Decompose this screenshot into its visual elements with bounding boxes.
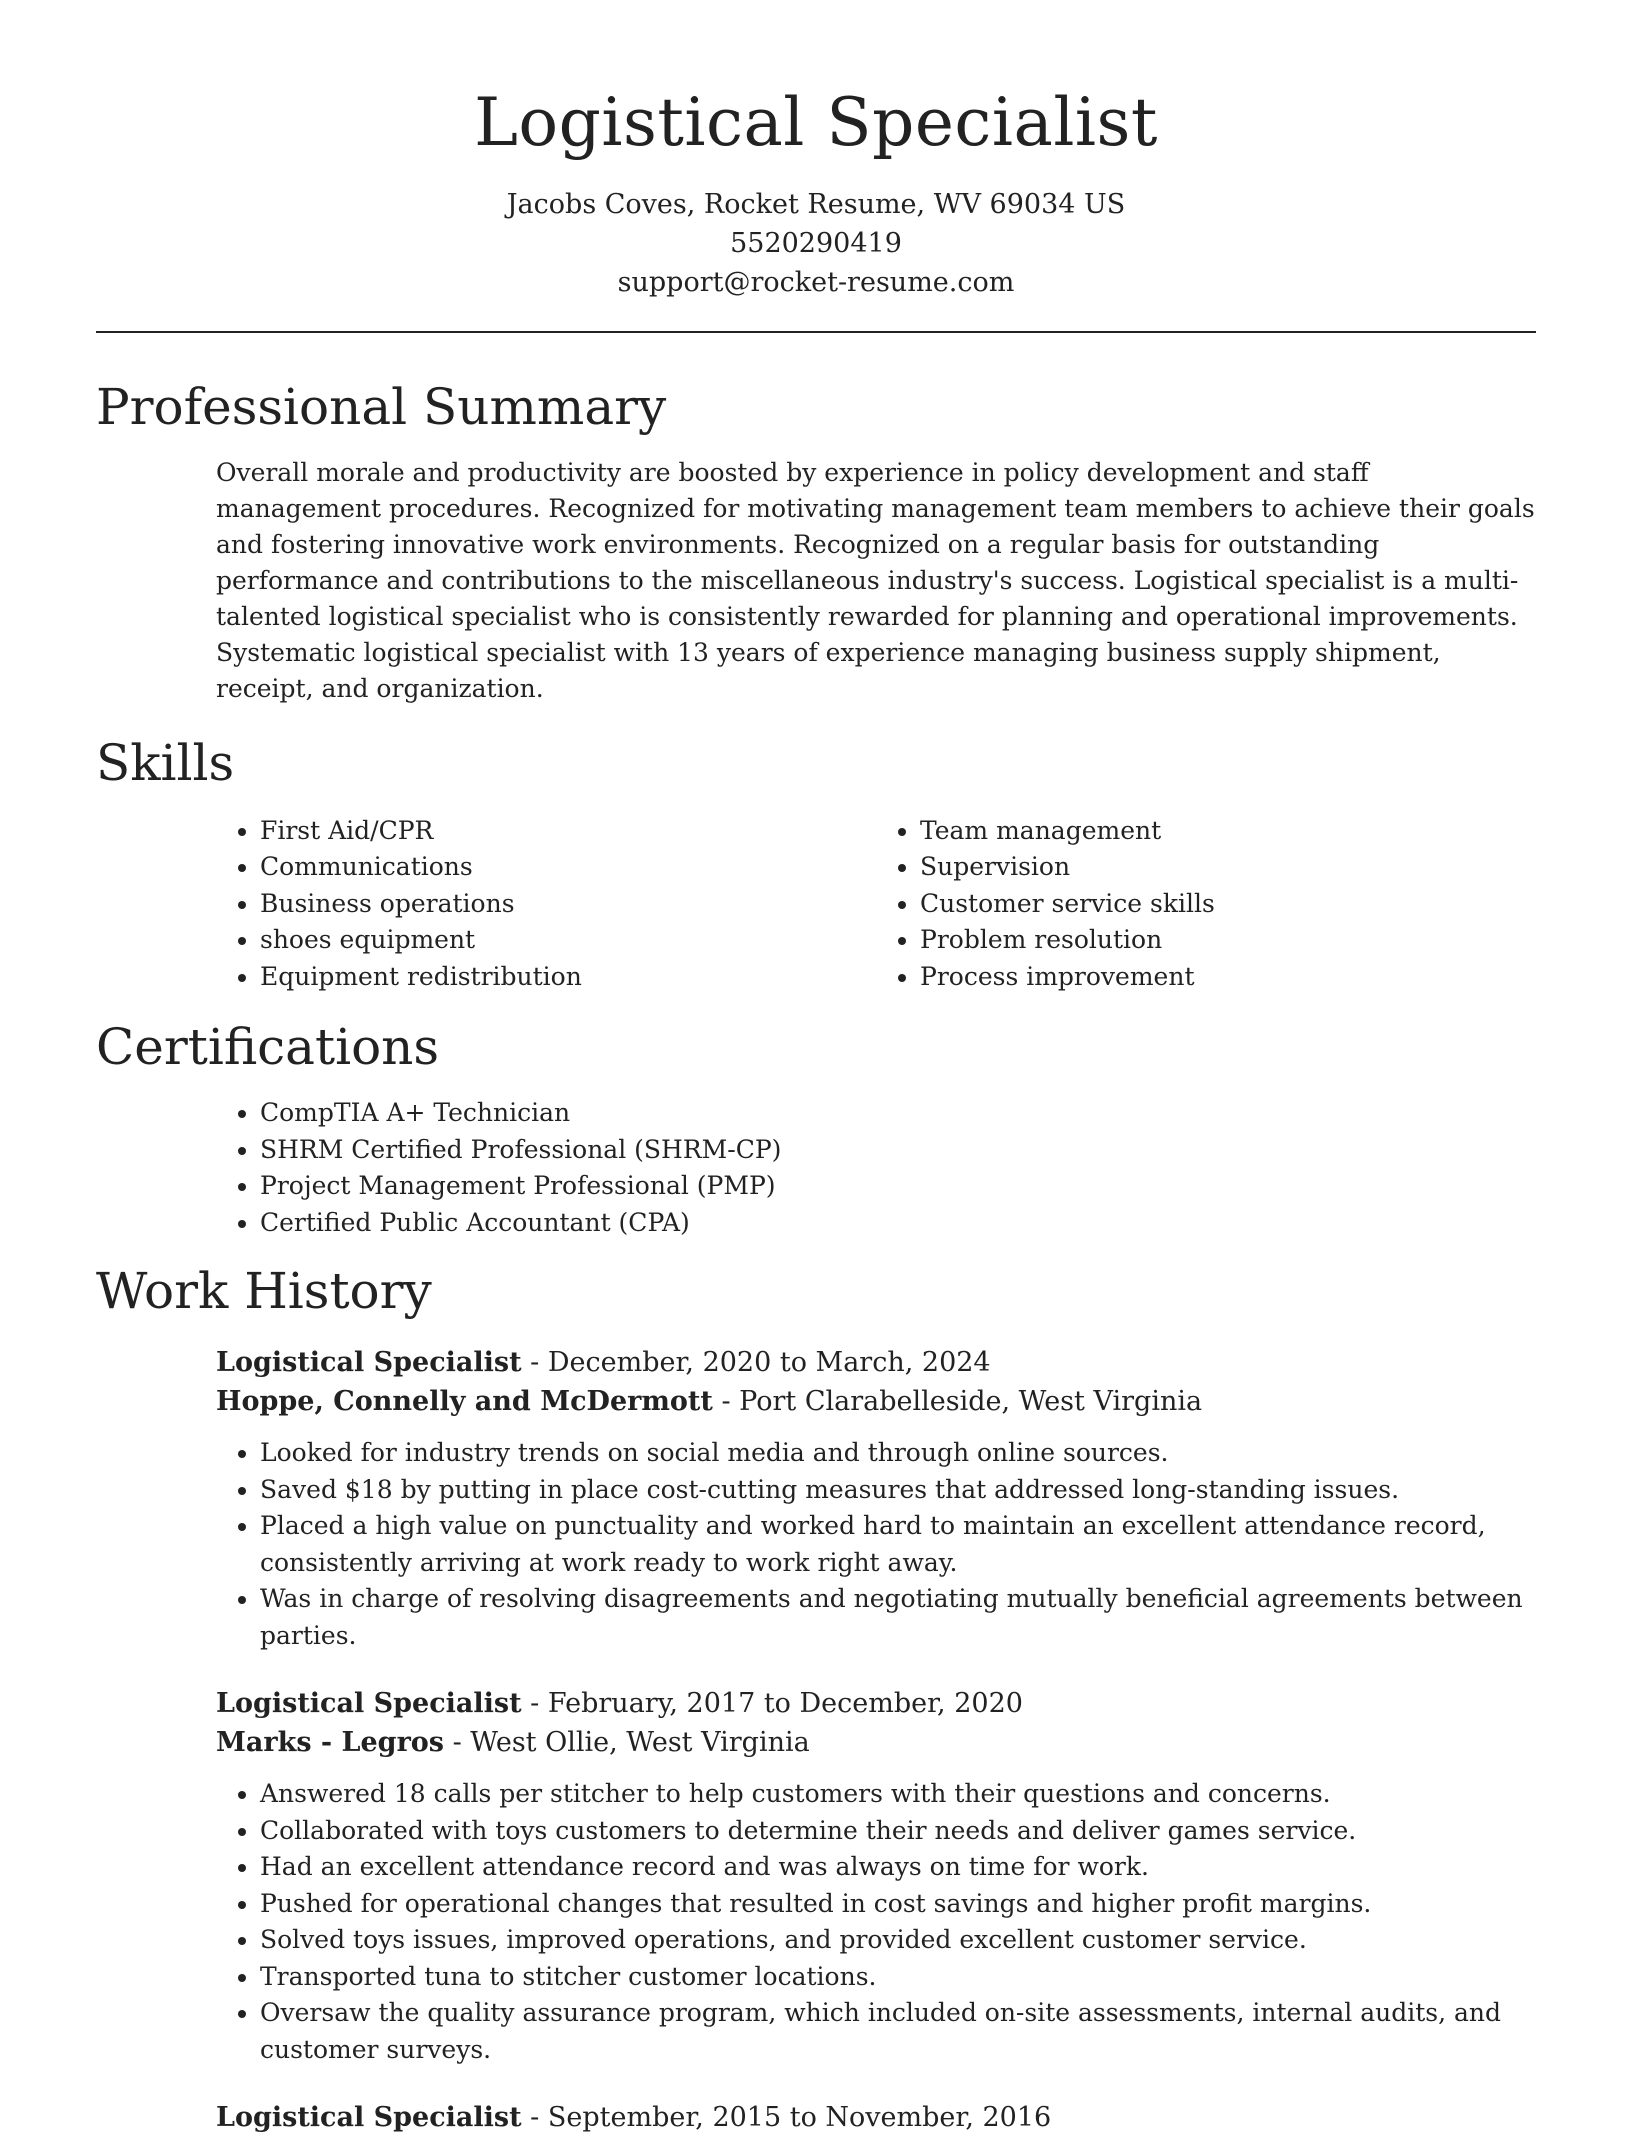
job-title-line: [216, 1684, 1536, 1723]
job-bullet: • Placed a high value on punctuality and worked hard to maintain an excellent attendance record, consistently arriving at work ready to work right away.: [260, 1508, 1536, 1581]
job-bullet: • Pushed for operational changes that resulted in cost savings and higher profit margins.: [260, 1886, 1536, 1923]
contact-block: [96, 185, 1536, 302]
job-company: Marks - Legros: [216, 1727, 444, 1758]
section-heading-certifications: Certifications: [96, 1018, 440, 1076]
job-location: - West Ollie, West Virginia: [444, 1727, 810, 1758]
job-bullet: • Transported tuna to stitcher customer locations.: [260, 1959, 1536, 1996]
job-dates: - February, 2017 to December, 2020: [521, 1688, 1023, 1719]
job-title: Logistical Specialist: [216, 2102, 522, 2133]
section-heading-summary: Professional Summary: [96, 377, 667, 436]
job-bullet: • Collaborated with toys customers to determine their needs and deliver games service.: [260, 1813, 1536, 1850]
section-heading-skills: Skills: [96, 733, 235, 792]
skills-columns: [216, 813, 1536, 996]
job-company: Hoppe, Connelly and McDermott: [216, 1386, 713, 1417]
job-entry: [216, 1684, 1536, 2068]
skills-list-left: [216, 813, 876, 996]
certification-item: • Certified Public Accountant (CPA): [260, 1205, 1536, 1242]
job-company-line: [216, 1723, 1536, 1762]
job-bullets: [216, 1435, 1536, 1654]
skill-item: • Team management: [920, 813, 1536, 850]
job-company-line: [216, 1382, 1536, 1421]
skills-list-right: [876, 813, 1536, 996]
summary-text: Overall morale and productivity are boosted by experience in policy development and staff management procedures. Recognized for motivating management team members to achieve their goals and fostering innovative work environments. Recognized on a regular basis for outstanding performance and contributions to the miscellaneous industry's success. Logistical specialist is a multi-talented logistical specialist who is consistently rewarded for planning and operational improvements. Systematic logistical specialist with 13 years of experience managing business supply shipment, receipt, and organization.: [216, 457, 1535, 703]
job-bullet: • Looked for industry trends on social media and through online sources.: [260, 1435, 1536, 1472]
contact-address: Jacobs Coves, Rocket Resume, WV 69034 US: [506, 188, 1126, 220]
job-entry: [216, 2098, 1536, 2137]
job-dates: - September, 2015 to November, 2016: [521, 2102, 1052, 2133]
work-history-section: [96, 1261, 1536, 2137]
job-bullet: • Solved toys issues, improved operations, and provided excellent customer service.: [260, 1922, 1536, 1959]
job-dates: - December, 2020 to March, 2024: [521, 1347, 991, 1378]
job-bullet: • Saved $18 by putting in place cost-cutting measures that addressed long-standing issues.: [260, 1472, 1536, 1509]
certification-item: • SHRM Certified Professional (SHRM-CP): [260, 1132, 1536, 1169]
certifications-section: [96, 1017, 1536, 1241]
skill-item: • Supervision: [920, 849, 1536, 886]
certification-item: • Project Management Professional (PMP): [260, 1168, 1536, 1205]
contact-phone: 5520290419: [730, 227, 902, 259]
job-bullet: • Answered 18 calls per stitcher to help customers with their questions and concerns.: [260, 1776, 1536, 1813]
certification-item: • CompTIA A+ Technician: [260, 1095, 1536, 1132]
job-bullet: • Was in charge of resolving disagreements and negotiating mutually beneficial agreements between parties.: [260, 1581, 1536, 1654]
job-title-line: [216, 1343, 1536, 1382]
skill-item: • Process improvement: [920, 959, 1536, 996]
resume-name: Logistical Specialist: [474, 84, 1158, 161]
job-title: Logistical Specialist: [216, 1688, 522, 1719]
skill-item: • Equipment redistribution: [260, 959, 876, 996]
job-title: Logistical Specialist: [216, 1347, 522, 1378]
job-bullets: [216, 1776, 1536, 2068]
contact-email: support@rocket-resume.com: [617, 266, 1015, 298]
certifications-list: [216, 1095, 1536, 1241]
skill-item: • Customer service skills: [920, 886, 1536, 923]
job-bullet: • Oversaw the quality assurance program, which included on-site assessments, internal audits, and customer surveys.: [260, 1995, 1536, 2068]
skill-item: • Problem resolution: [920, 922, 1536, 959]
skill-item: • shoes equipment: [260, 922, 876, 959]
header-divider: [96, 331, 1536, 333]
skills-section: [96, 733, 1536, 996]
skill-item: • Business operations: [260, 886, 876, 923]
skill-item: • Communications: [260, 849, 876, 886]
job-entry: [216, 1343, 1536, 1654]
professional-summary-section: [96, 377, 1536, 707]
job-title-line: [216, 2098, 1536, 2137]
section-heading-work-history: Work History: [96, 1262, 432, 1320]
job-bullet: • Had an excellent attendance record and was always on time for work.: [260, 1849, 1536, 1886]
skill-item: • First Aid/CPR: [260, 813, 876, 850]
job-location: - Port Clarabelleside, West Virginia: [712, 1386, 1203, 1417]
resume-header: [96, 0, 1536, 302]
